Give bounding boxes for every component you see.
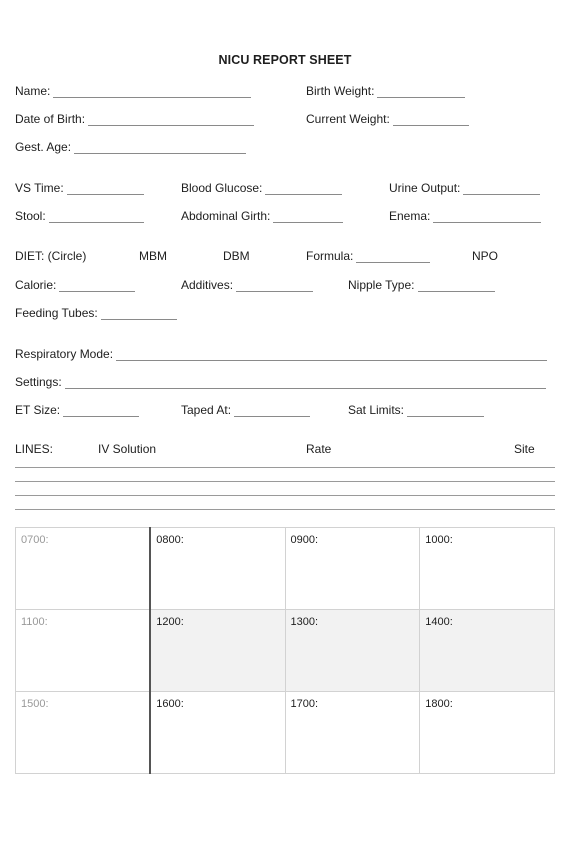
diet-option-npo[interactable]: NPO xyxy=(472,249,499,263)
settings-line[interactable] xyxy=(65,378,546,389)
time-cell[interactable]: 1100: xyxy=(16,610,151,692)
birth-weight-line[interactable] xyxy=(377,87,465,98)
time-cell[interactable]: 1600: xyxy=(150,692,285,774)
gest-age-line[interactable] xyxy=(74,143,246,154)
feeding-tubes-line[interactable] xyxy=(101,309,177,320)
lines-entry-line-1[interactable] xyxy=(15,467,555,468)
site-header: Site xyxy=(514,442,535,456)
vs-time-line[interactable] xyxy=(67,184,144,195)
enema-line[interactable] xyxy=(433,212,541,223)
vs-time-field[interactable] xyxy=(15,179,144,195)
lines-label: LINES: xyxy=(15,442,54,456)
formula-line[interactable] xyxy=(356,252,430,263)
et-size-label: ET Size: xyxy=(15,403,61,417)
stool-label: Stool: xyxy=(15,209,46,223)
enema-label: Enema: xyxy=(389,209,431,223)
lines-entry-line-4[interactable] xyxy=(15,509,555,510)
name-line[interactable] xyxy=(53,87,251,98)
urine-output-label: Urine Output: xyxy=(389,181,461,195)
sat-limits-line[interactable] xyxy=(407,406,484,417)
respiratory-mode-field[interactable] xyxy=(15,345,547,361)
respiratory-mode-line[interactable] xyxy=(116,350,547,361)
stool-field[interactable] xyxy=(15,207,144,223)
additives-field[interactable] xyxy=(181,276,313,292)
hourly-time-grid xyxy=(15,527,555,774)
time-cell[interactable]: 1700: xyxy=(285,692,420,774)
date-of-birth-line[interactable] xyxy=(88,115,254,126)
abdominal-girth-label: Abdominal Girth: xyxy=(181,209,271,223)
calorie-line[interactable] xyxy=(59,281,135,292)
diet-option-mbm[interactable]: MBM xyxy=(139,249,167,263)
time-cell[interactable]: 0700: xyxy=(16,528,151,610)
taped-at-line[interactable] xyxy=(234,406,310,417)
stool-line[interactable] xyxy=(49,212,144,223)
time-cell[interactable]: 1400: xyxy=(420,610,555,692)
time-cell[interactable]: 0800: xyxy=(150,528,285,610)
sat-limits-field[interactable] xyxy=(348,401,484,417)
additives-line[interactable] xyxy=(236,281,313,292)
et-size-line[interactable] xyxy=(63,406,139,417)
name-field[interactable] xyxy=(15,82,251,98)
settings-label: Settings: xyxy=(15,375,62,389)
time-cell[interactable]: 1800: xyxy=(420,692,555,774)
gest-age-field[interactable] xyxy=(15,138,246,154)
name-label: Name: xyxy=(15,84,51,98)
respiratory-mode-label: Respiratory Mode: xyxy=(15,347,114,361)
birth-weight-label: Birth Weight: xyxy=(306,84,375,98)
time-grid-row xyxy=(16,692,555,774)
current-weight-field[interactable] xyxy=(306,110,469,126)
sat-limits-label: Sat Limits: xyxy=(348,403,405,417)
enema-field[interactable] xyxy=(389,207,541,223)
rate-header: Rate xyxy=(306,442,332,456)
time-cell[interactable]: 1500: xyxy=(16,692,151,774)
time-grid-row xyxy=(16,528,555,610)
diet-option-dbm[interactable]: DBM xyxy=(223,249,250,263)
vs-time-label: VS Time: xyxy=(15,181,64,195)
iv-solution-header: IV Solution xyxy=(98,442,157,456)
feeding-tubes-field[interactable] xyxy=(15,304,177,320)
time-cell[interactable]: 0900: xyxy=(285,528,420,610)
time-cell[interactable]: 1200: xyxy=(150,610,285,692)
date-of-birth-field[interactable] xyxy=(15,110,254,126)
blood-glucose-line[interactable] xyxy=(265,184,342,195)
time-cell[interactable]: 1000: xyxy=(420,528,555,610)
nipple-type-line[interactable] xyxy=(418,281,495,292)
date-of-birth-label: Date of Birth: xyxy=(15,112,86,126)
blood-glucose-label: Blood Glucose: xyxy=(181,181,263,195)
feeding-tubes-label: Feeding Tubes: xyxy=(15,306,98,320)
nipple-type-field[interactable] xyxy=(348,276,495,292)
time-grid-row xyxy=(16,610,555,692)
abdominal-girth-field[interactable] xyxy=(181,207,343,223)
time-cell[interactable]: 1300: xyxy=(285,610,420,692)
urine-output-field[interactable] xyxy=(389,179,540,195)
nipple-type-label: Nipple Type: xyxy=(348,278,415,292)
calorie-field[interactable] xyxy=(15,276,135,292)
calorie-label: Calorie: xyxy=(15,278,57,292)
et-size-field[interactable] xyxy=(15,401,139,417)
taped-at-label: Taped At: xyxy=(181,403,232,417)
formula-label: Formula: xyxy=(306,249,354,263)
lines-entry-line-3[interactable] xyxy=(15,495,555,496)
urine-output-line[interactable] xyxy=(463,184,540,195)
current-weight-label: Current Weight: xyxy=(306,112,390,126)
abdominal-girth-line[interactable] xyxy=(273,212,343,223)
formula-field[interactable] xyxy=(306,247,430,263)
settings-field[interactable] xyxy=(15,373,546,389)
diet-label: DIET: (Circle) xyxy=(15,249,87,263)
blood-glucose-field[interactable] xyxy=(181,179,342,195)
page-title: NICU REPORT SHEET xyxy=(218,53,352,67)
taped-at-field[interactable] xyxy=(181,401,310,417)
lines-entry-line-2[interactable] xyxy=(15,481,555,482)
current-weight-line[interactable] xyxy=(393,115,469,126)
gest-age-label: Gest. Age: xyxy=(15,140,72,154)
birth-weight-field[interactable] xyxy=(306,82,465,98)
additives-label: Additives: xyxy=(181,278,234,292)
